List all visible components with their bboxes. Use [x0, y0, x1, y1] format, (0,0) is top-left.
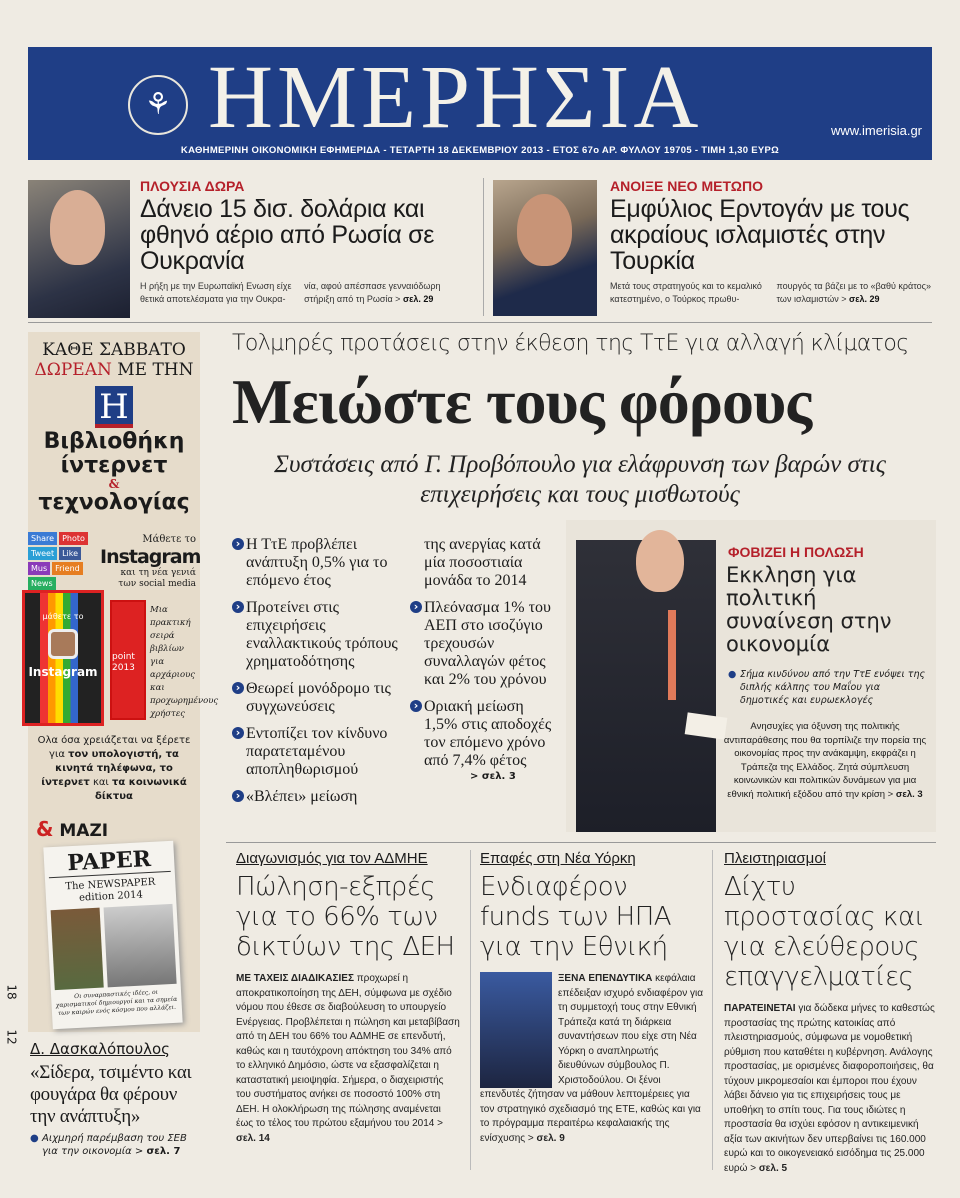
divider: [470, 850, 471, 1170]
tag-friend: Friend: [52, 562, 83, 575]
ampersand: &: [36, 817, 54, 841]
promo-sidebar[interactable]: [28, 332, 219, 1032]
series-title: Βιβλιοθήκη: [43, 429, 185, 454]
bullet-continuation: της ανεργίας κατά μία ποσοστιαία μονάδα το 2014: [424, 536, 541, 589]
tag-like: Like: [59, 547, 81, 560]
newspaper-title: ΗΜΕΡΗΣΙΑ: [208, 48, 703, 147]
divider: [28, 322, 932, 323]
promo-text: τα κοινωνικά δίκτυα: [95, 777, 187, 802]
book-text: μάθετε το: [42, 612, 84, 621]
book-title: Instagram: [28, 665, 98, 679]
kicker: ΠΛΟΥΣΙΑ ΔΩΡΑ: [140, 178, 245, 194]
ampersand: &: [108, 477, 120, 491]
section-label: Διαγωνισμός για τον ΑΔΜΗΕ: [236, 850, 428, 867]
promo-text: τον υπολογιστή, τα κινητά τηλέφωνα, το ίντερνετ: [41, 749, 179, 788]
page-ref: σελ. 29: [849, 294, 880, 304]
page-ref: σελ. 5: [758, 1162, 788, 1174]
headline: Δίχτυ προστασίας και για ελεύθερους επαγγελματίες: [724, 872, 925, 992]
camera-icon: [48, 629, 78, 659]
magazine-subtitle: The NEWSPAPER edition 2014: [65, 876, 156, 904]
issue-info: ΚΑΘΗΜΕΡΙΝΗ ΟΙΚΟΝΟΜΙΚΗ ΕΦΗΜΕΡΙΔΑ - ΤΕΤΑΡΤΗ 18 ΔΕΚΕΜΒΡΙΟΥ 2013 - ΕΤΟΣ 67ο ΑΡ. ΦΥΛΛΟΥ 19705 - ΤΙΜΗ 1,30 ΕΥΡΩ: [180, 145, 780, 156]
promo-together: ΜΑΖΙ: [59, 821, 109, 841]
imerisia-logo: Η: [95, 386, 133, 428]
bullet-item: › Οριακή μείωση 1,5% στις αποδοχές τον επόμενο χρόνο από 7,4% φέτος: [410, 698, 560, 770]
tag-photo: Photo: [59, 532, 88, 545]
story-bullet: Σήμα κινδύνου από την ΤτΕ ενόψει της διπλής κάλπης του Μαΐου για δημοτικές και ευρωεκλογές: [740, 669, 926, 706]
story-text: Αιχμηρή παρέμβαση του ΣΕΒ για την οικονομία >: [42, 1133, 187, 1157]
story-text: για δώδεκα μήνες το καθεστώς προστασίας της πρώτης κατοικίας από πλειστηριασμούς, σύμφωνα με νομοθετική ρύθμιση που καταθέτει η κυβέρνηση. Ανάλογης προστασίας, με ορισμένες διαφοροποιήσεις, θα τύχουν μικρομεσαίοι και έμποροι που έχουν λάβει δάνειο για τις επιχειρήσεις τους με υποθήκη το σπίτι τους. Για τους ιδιώτες η προστασία θα ισχύει εφόσον η αντικειμενική αξία των ακινήτων δεν υπερβαίνει τις 160.000 ευρώ και το οικογενειακό εισόδημα τις 25.000 ευρώ >: [724, 1003, 935, 1174]
headline: Ενδιαφέρον funds των ΗΠΑ για την Εθνική: [480, 872, 672, 962]
promo-instagram: Instagram: [100, 546, 201, 568]
kicker: Δ. Δασκαλόπουλος: [30, 1040, 170, 1058]
headline: Πώληση-εξπρές για το 66% των δικτύων της ΔΕΗ: [236, 872, 455, 962]
section-label: Πλειστηριασμοί: [724, 850, 826, 867]
headline: Εμφύλιος Ερντογάν με τους ακραίους ισλαμιστές στην Τουρκία: [610, 195, 910, 275]
bullet-icon: ●: [30, 1133, 39, 1144]
lead-subhead: Συστάσεις από Γ. Προβόπουλο για ελάφρυνση των βαρών στις επιχειρήσεις και τους μισθωτούς: [274, 451, 886, 508]
tag-music: Mus: [28, 562, 50, 575]
page-ref: σελ. 9: [536, 1132, 565, 1144]
story-text: Μετά τους στρατηγούς και το κεμαλικό κατεστημένο, ο Τούρκος πρωθυ-: [610, 281, 762, 304]
website-url[interactable]: www.imerisia.gr: [830, 123, 922, 138]
provopoulos-photo: [576, 540, 716, 832]
wheat-logo-icon: ⚘: [128, 75, 188, 135]
kicker: ΦΟΒΙΖΕΙ Η ΠΟΛΩΣΗ: [728, 544, 864, 560]
promo-text: Ολα όσα χρειάζεται να ξέρετε για: [37, 735, 191, 760]
lead-caps: ΜΕ ΤΑΧΕΙΣ ΔΙΑΔΙΚΑΣΙΕΣ: [236, 973, 354, 984]
kicker: ΑΝΟΙΞΕ ΝΕΟ ΜΕΤΩΠΟ: [610, 178, 763, 194]
story-text: πουργός τα βάζει με το «βαθύ κράτος» των ισλαμιστών >: [776, 281, 932, 304]
lead-kicker: Τολμηρές προτάσεις στην έκθεση της ΤτΕ για αλλαγή κλίματος: [232, 331, 909, 356]
putin-photo: [28, 180, 130, 318]
story-text: Η ρήξη με την Ευρωπαϊκή Ενωση είχε θετικά αποτελέσματα για την Ουκρα-: [140, 281, 292, 304]
social-tags: [28, 532, 96, 590]
bullet-item: › Πλεόνασμα 1% του ΑΕΠ στο ισοζύγιο τρεχουσών συναλλαγών φέτος και 2% του χρόνου: [410, 599, 560, 689]
section-label: Επαφές στη Νέα Υόρκη: [480, 850, 636, 867]
book-title: point 2013: [112, 652, 135, 673]
bullet-item: › «Βλέπει» μείωση: [232, 788, 402, 806]
promo-text: και τη νέα γενιά των social media: [118, 568, 196, 589]
tag-tweet: Tweet: [28, 547, 57, 560]
erdogan-photo: [493, 180, 597, 316]
page-number: 12: [4, 1029, 19, 1045]
story-text: νία, αφού απέσπασε γενναιόδωρη στήριξη από τη Ρωσία >: [304, 281, 441, 304]
bullet-item: › Προτείνει στις επιχειρήσεις εναλλακτικούς τρόπους χρηματοδότησης: [232, 599, 402, 671]
page-ref: σελ. 29: [402, 294, 434, 304]
lead-caps: ΠΑΡΑΤΕΙΝΕΤΑΙ: [724, 1003, 796, 1014]
promo-text: Μάθετε το: [142, 534, 196, 545]
top-story-1[interactable]: [140, 178, 470, 306]
divider: [712, 850, 713, 1170]
series-title: τεχνολογίας: [38, 490, 190, 515]
bullet-item: › Η ΤτΕ προβλέπει ανάπτυξη 0,5% για το επόμενο έτος: [232, 536, 402, 590]
promo-text: και: [89, 777, 112, 788]
magazine-caption: Οι συναρπαστικές ιδέες, οι χαρισματικοί δημιουργοί και τα σημεία των καιρών ενός κόσμου που αλλάζει.: [55, 988, 178, 1017]
story-text: προχωρεί η αποκρατικοποίηση της ΔΕΗ, σύμφωνα με σχέδιο νόμου που έθεσε σε διαβούλευση το υπουργείο Ενέργειας. Προβλέπεται η πώληση και μεταβίβαση από τη ΔΕΗ του 66% του ΑΔΜΗΕ σε επενδυτή, καθώς και η ταυτόχρονη απόκτηση του 34% από το ελληνικό Δημόσιο, ώστε να εξασφαλίζεται η καταστατική μειοψηφία. Σήμερα, ο διαχειριστής του συστήματος ανήκει σε ποσοστό 100% στη ΔΕΗ. Η ολοκλήρωση της πώλησης αναμένεται έως το τέλος του πρώτου εξαμήνου του 2014 >: [236, 973, 460, 1129]
headline: «Σίδερα, τσιμέντο και φουγάρα θα φέρουν την ανάπτυξη»: [30, 1062, 192, 1127]
bullets-col1: [232, 536, 402, 815]
divider: [483, 178, 484, 316]
appeal-box[interactable]: [566, 520, 936, 832]
top-story-2[interactable]: [610, 178, 935, 306]
series-title: ίντερνετ: [60, 453, 168, 478]
page-ref: > σελ. 3: [470, 771, 516, 782]
masthead: [28, 47, 932, 160]
book-powerpoint: [110, 600, 146, 720]
bullets-col2: [410, 536, 560, 783]
promo-line: ΜΕ ΤΗΝ: [111, 360, 194, 380]
magazine-title: PAPER: [48, 845, 171, 878]
bullet-item: › Εντοπίζει τον κίνδυνο παρατεταμένου αποπληθωρισμού: [232, 725, 402, 779]
page-ref: σελ. 3: [895, 788, 923, 800]
story-text: Ανησυχίες για όξυνση της πολιτικής αντιπαράθεσης που θα τορπίλιζε την πορεία της οικονομίας προς την ανάκαμψη, εκφράζει η Τράπεζα της Ελλάδος. Ζητά σύμπλευση κοινωνικών και πολιτικών δυνάμεων για μια εθνική πολιτική εξόδου από την κρίση >: [723, 721, 927, 800]
bottom-story-3[interactable]: [724, 850, 938, 1176]
christodoulou-photo: [480, 972, 552, 1088]
page-ref: σελ. 7: [146, 1146, 181, 1157]
lead-caps: ΞΕΝΑ ΕΠΕΝΔΥΤΙΚΑ: [558, 973, 653, 984]
bullet-icon: ●: [728, 669, 737, 680]
bottom-story-1[interactable]: [236, 850, 460, 1146]
promo-free: ΔΩΡΕΑΝ: [34, 360, 112, 380]
headline: Δάνειο 15 δισ. δολάρια και φθηνό αέριο από Ρωσία σε Ουκρανία: [140, 195, 435, 275]
tag-news: News: [28, 577, 56, 590]
promo-line: ΚΑΘΕ ΣΑΒΒΑΤΟ: [42, 340, 186, 360]
lead-headline[interactable]: Μειώστε τους φόρους: [232, 366, 812, 437]
paper-magazine: [43, 841, 182, 1030]
page-ref: σελ. 14: [236, 1132, 270, 1144]
bullet-item: › Θεωρεί μονόδρομο τις συγχωνεύσεις: [232, 680, 402, 716]
tag-share: Share: [28, 532, 57, 545]
page-number: 18: [4, 984, 19, 1000]
headline: Εκκληση για πολιτική συναίνεση στην οικονομία: [726, 563, 892, 656]
book-instagram: [22, 590, 104, 726]
bottom-story-2[interactable]: [480, 850, 704, 1146]
divider: [226, 842, 936, 843]
side-story[interactable]: [30, 1040, 202, 1158]
story-text: κεφάλαια επέδειξαν ισχυρό ενδιαφέρον για τη συμμετοχή τους στην Εθνική Τράπεζα κατά τη διάρκεια συναντήσεων που είχε στη Νέα Υόρκη ο αναπληρωτής διευθύνων σύμβουλος Π. Χριστοδούλου. Οι ξένοι επενδυτές ζήτησαν να μάθουν λεπτομέρειες για τον στρατηγικό σχεδιασμό της ΕΤΕ, καθώς και για το πρόγραμμα περαιτέρω κεφαλαιακής της ενίσχυσης >: [480, 973, 703, 1144]
promo-text: Μια πρακτική σειρά βιβλίων για αρχάριους και προχωρημένους χρήστες: [150, 605, 219, 719]
